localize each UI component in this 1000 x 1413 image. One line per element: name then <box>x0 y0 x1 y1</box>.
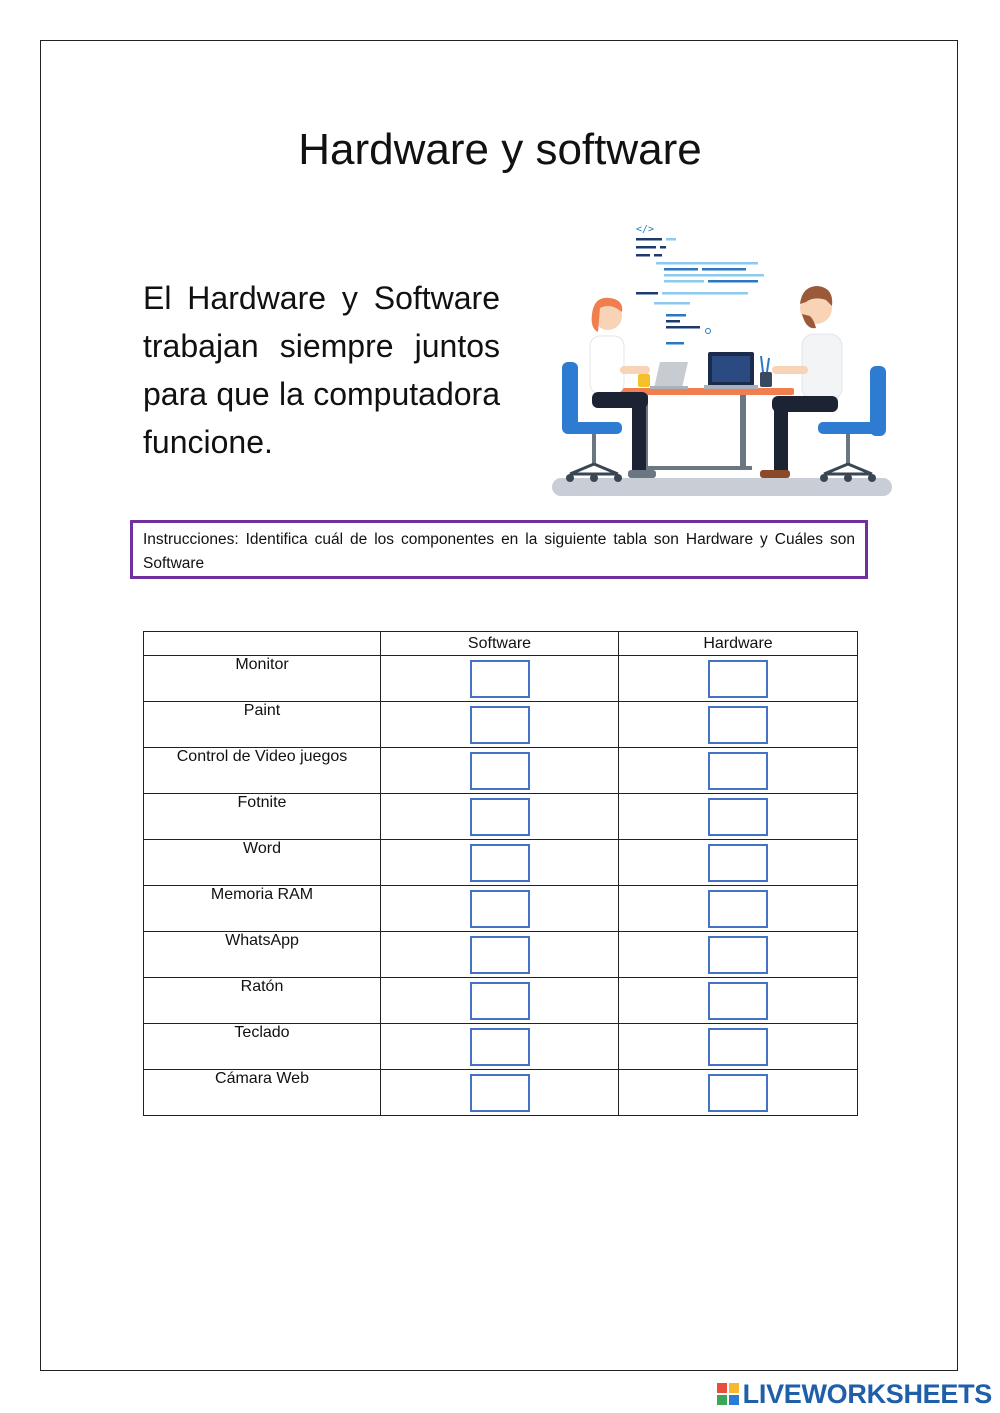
illustration <box>548 216 896 501</box>
software-answer-box[interactable] <box>470 936 530 974</box>
header-hardware: Hardware <box>619 632 858 656</box>
table-row <box>144 748 858 794</box>
hardware-answer-box[interactable] <box>708 1028 768 1066</box>
table-row <box>144 886 858 932</box>
hardware-answer-box[interactable] <box>708 798 768 836</box>
hardware-answer-box[interactable] <box>708 706 768 744</box>
component-label: Monitor <box>144 656 381 702</box>
software-answer-box[interactable] <box>470 706 530 744</box>
intro-text: El Hardware y Software trabajan siempre juntos para que la computadora funcione. <box>143 280 500 460</box>
software-answer-box[interactable] <box>470 798 530 836</box>
component-label: Cámara Web <box>144 1070 381 1116</box>
hardware-answer-box[interactable] <box>708 844 768 882</box>
table-row <box>144 702 858 748</box>
component-label: Memoria RAM <box>144 886 381 932</box>
component-label: Control de Video juegos <box>144 748 381 794</box>
table-row <box>144 1024 858 1070</box>
header-component <box>144 632 381 656</box>
instructions-box: Instrucciones: Identifica cuál de los componentes en la siguiente tabla son Hardware y Cuáles son Software <box>130 520 868 579</box>
table-row <box>144 840 858 886</box>
software-answer-box[interactable] <box>470 660 530 698</box>
component-label: Word <box>144 840 381 886</box>
hardware-answer-box[interactable] <box>708 660 768 698</box>
software-answer-box[interactable] <box>470 1028 530 1066</box>
liveworksheets-mark-icon <box>717 1383 739 1405</box>
software-answer-box[interactable] <box>470 982 530 1020</box>
software-answer-box[interactable] <box>470 1074 530 1112</box>
component-label: Paint <box>144 702 381 748</box>
table-row <box>144 656 858 702</box>
table-header-row <box>144 632 858 656</box>
component-label: Ratón <box>144 978 381 1024</box>
component-label: Teclado <box>144 1024 381 1070</box>
hardware-answer-box[interactable] <box>708 936 768 974</box>
hardware-answer-box[interactable] <box>708 890 768 928</box>
software-answer-box[interactable] <box>470 844 530 882</box>
component-label: WhatsApp <box>144 932 381 978</box>
component-label: Fotnite <box>144 794 381 840</box>
hardware-answer-box[interactable] <box>708 752 768 790</box>
table-row <box>144 978 858 1024</box>
liveworksheets-logo <box>717 1378 992 1410</box>
header-software: Software <box>381 632 619 656</box>
software-answer-box[interactable] <box>470 752 530 790</box>
software-answer-box[interactable] <box>470 890 530 928</box>
classification-table <box>143 631 858 1116</box>
code-tag: </> <box>636 224 655 235</box>
brand-text: LIVEWORKSHEETS <box>742 1378 992 1409</box>
table-row <box>144 932 858 978</box>
hardware-answer-box[interactable] <box>708 982 768 1020</box>
hardware-answer-box[interactable] <box>708 1074 768 1112</box>
table-row <box>144 1070 858 1116</box>
table-row <box>144 794 858 840</box>
page-title: Hardware y software <box>298 125 702 174</box>
